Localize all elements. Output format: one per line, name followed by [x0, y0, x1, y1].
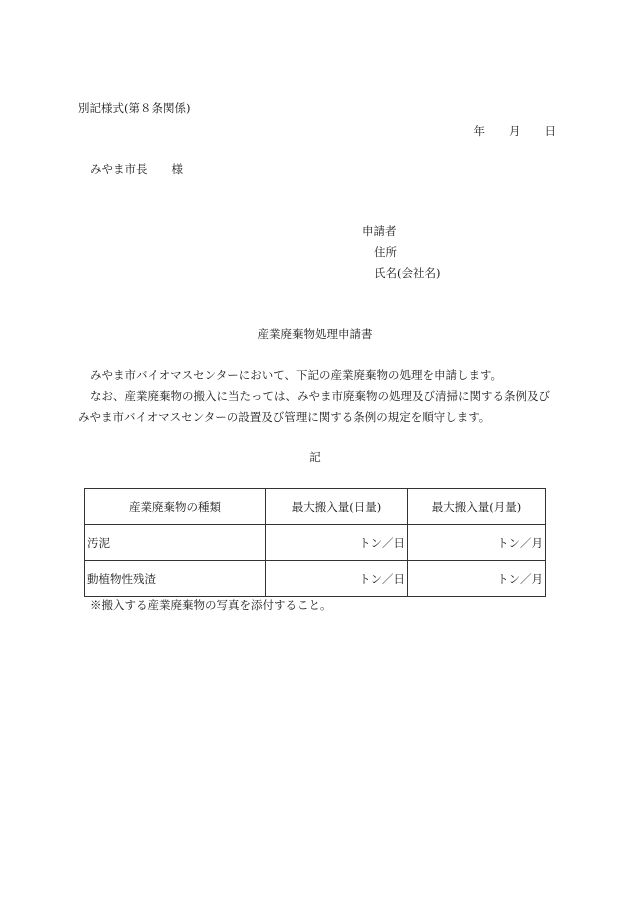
- recipient-name: みやま市長: [90, 162, 148, 176]
- paragraph-2: なお、産業廃棄物の搬入に当たっては、みやま市廃棄物の処理及び清掃に関する条例及びみやま市バイオマスセンターの設置及び管理に関する条例の規定を順守します。: [78, 389, 550, 424]
- ki-heading: 記: [309, 450, 321, 464]
- document-title: 産業廃棄物処理申請書: [257, 327, 373, 341]
- recipient: [90, 164, 183, 176]
- applicant-address-label: 住所: [374, 245, 397, 259]
- header-max-daily: 最大搬入量(日量): [266, 489, 408, 525]
- daily-amount-cell: トン／日: [266, 561, 408, 597]
- date-year: 年: [473, 124, 485, 138]
- date-month: 月: [509, 124, 521, 138]
- monthly-amount-cell: トン／月: [408, 561, 546, 597]
- table-row: [85, 561, 546, 597]
- paragraph-1: みやま市バイオマスセンターにおいて、下記の産業廃棄物の処理を申請します。: [90, 368, 503, 382]
- applicant-label: 申請者: [362, 224, 397, 238]
- waste-type-cell: 動植物性残渣: [85, 561, 266, 597]
- waste-type-cell: 汚泥: [85, 525, 266, 561]
- monthly-amount-cell: トン／月: [408, 525, 546, 561]
- table-header-row: [85, 489, 546, 525]
- applicant-name-label: 氏名(会社名): [374, 266, 441, 280]
- body-paragraphs: [78, 365, 558, 428]
- daily-amount-cell: トン／日: [266, 525, 408, 561]
- date-day: 日: [544, 124, 556, 138]
- date-line: [474, 123, 557, 139]
- header-max-monthly: 最大搬入量(月量): [408, 489, 546, 525]
- recipient-honorific: 様: [171, 162, 183, 176]
- waste-table: [84, 488, 546, 597]
- form-label: 別記様式(第８条関係): [78, 101, 191, 115]
- header-waste-type: 産業廃棄物の種類: [85, 489, 266, 525]
- table-row: [85, 525, 546, 561]
- attachment-note: ※搬入する産業廃棄物の写真を添付すること。: [90, 598, 332, 612]
